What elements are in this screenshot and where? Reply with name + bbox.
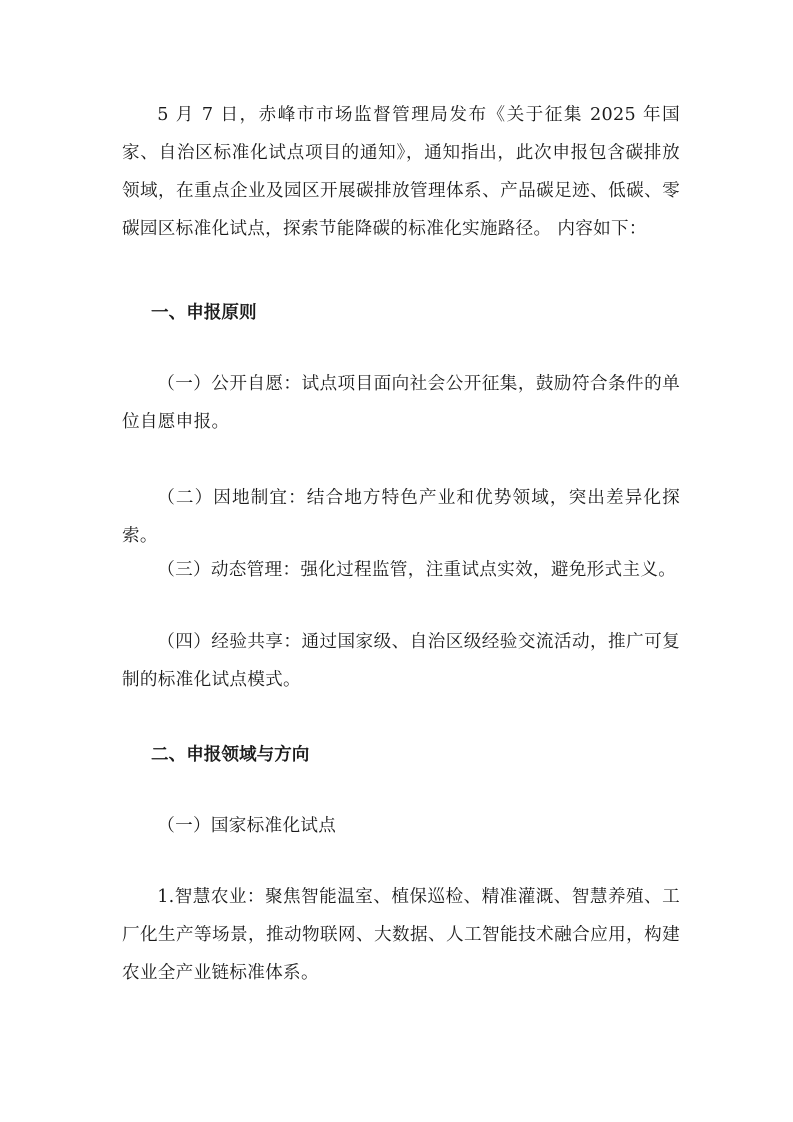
principle-item-local-conditions: （二）因地制宜：结合地方特色产业和优势领域，突出差异化探索。: [122, 488, 680, 546]
principle-item-open-voluntary: （一）公开自愿：试点项目面向社会公开征集，鼓励符合条件的单位自愿申报。: [122, 374, 680, 432]
principle-item-dynamic-management: （三）动态管理：强化过程监管，注重试点实效，避免形式主义。: [157, 560, 677, 580]
section-heading-fields-directions: 二、申报领域与方向: [151, 745, 310, 765]
subheading-national-pilot: （一）国家标准化试点: [157, 816, 337, 836]
section-heading-principles: 一、申报原则: [151, 303, 257, 323]
intro-paragraph: 5 月 7 日，赤峰市市场监督管理局发布《关于征集 2025 年国家、自治区标准化试点项目的通知》，通知指出，此次申报包含碳排放领域，在重点企业及园区开展碳排放管理体系、产品碳足迹、低碳、零碳园区标准化试点，探索节能降碳的标准化实施路径。 内容如下：: [122, 105, 680, 239]
principle-item-experience-sharing: （四）经验共享：通过国家级、自治区级经验交流活动，推广可复制的标准化试点模式。: [122, 632, 680, 690]
field-item-smart-agriculture: 1.智慧农业：聚焦智能温室、植保巡检、精准灌溉、智慧养殖、工厂化生产等场景，推动物联网、大数据、人工智能技术融合应用，构建农业全产业链标准体系。: [122, 887, 680, 983]
